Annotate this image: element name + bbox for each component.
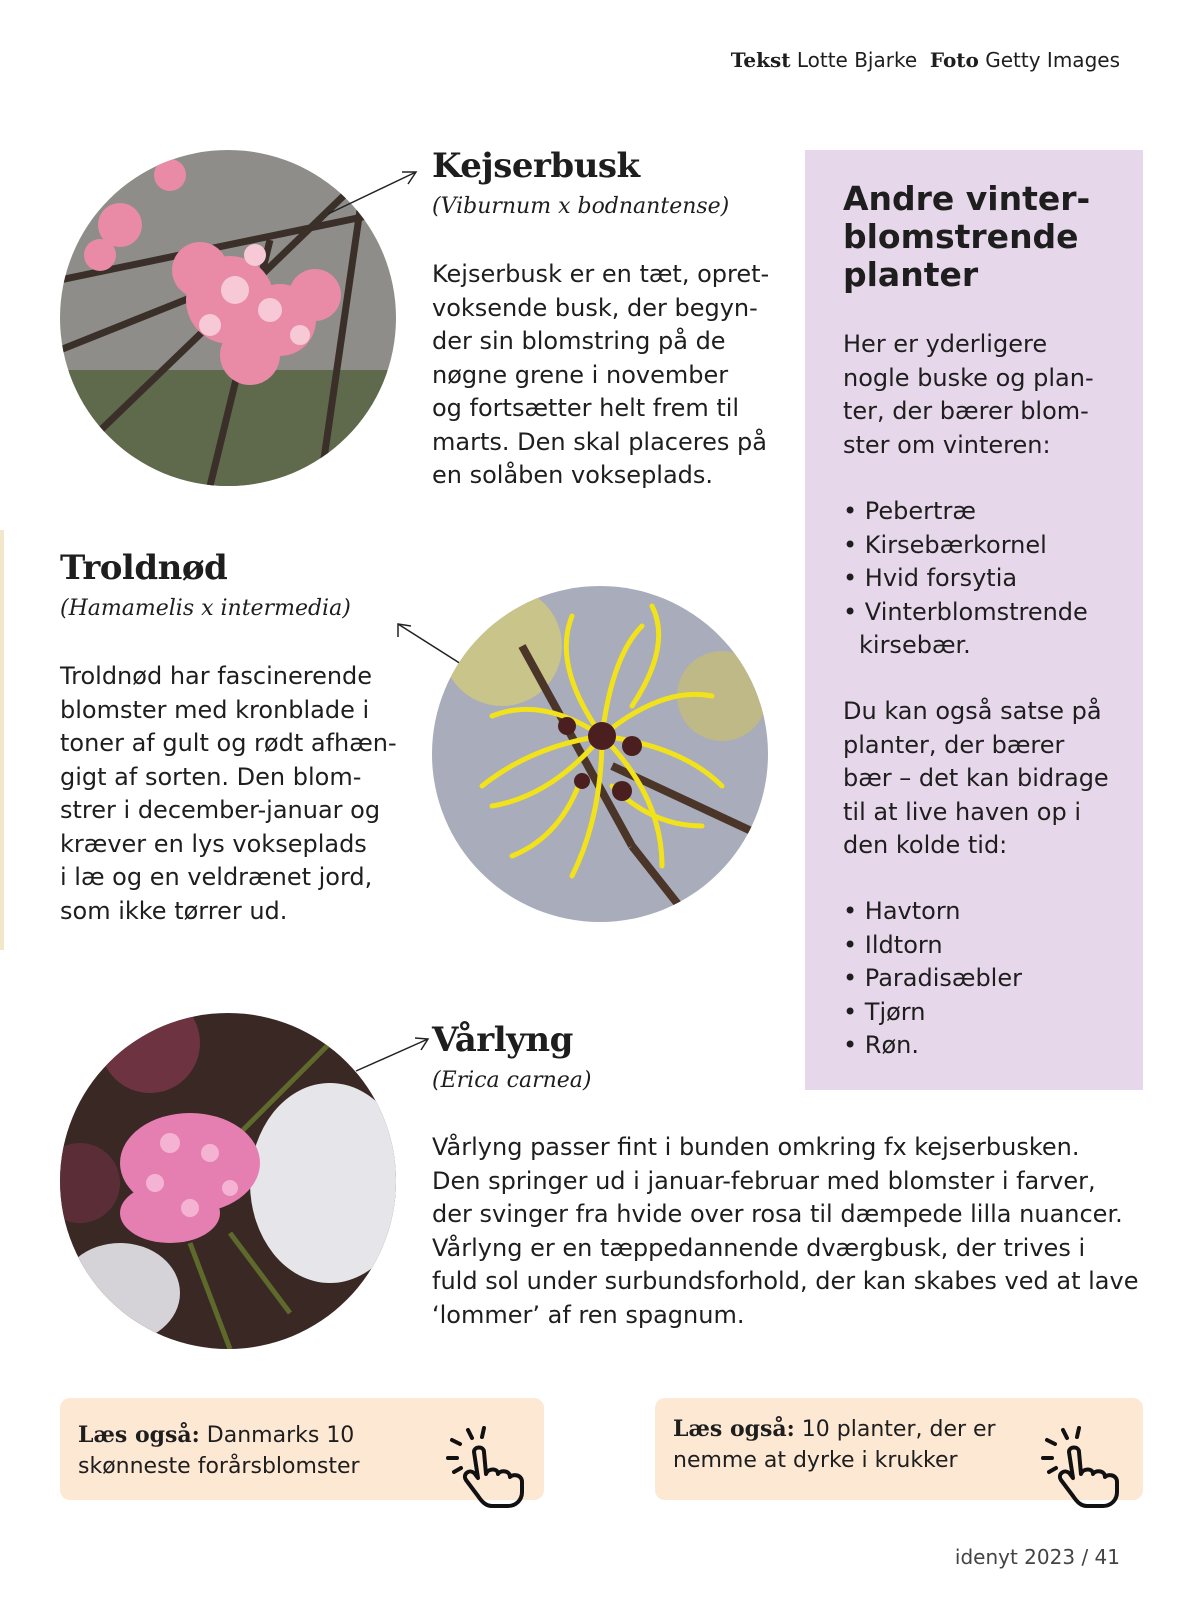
list-item: • Ildtorn bbox=[843, 929, 1133, 963]
troldnod-photo bbox=[432, 586, 768, 922]
list-item: • Røn. bbox=[843, 1029, 1133, 1063]
varlyng-arrow bbox=[352, 1035, 432, 1075]
list-item: • Kirsebærkornel bbox=[843, 529, 1133, 563]
kejserbusk-latin: (Viburnum x bodnantense) bbox=[432, 194, 730, 219]
pointing-hand-click-icon[interactable] bbox=[444, 1422, 540, 1508]
sidebar-intro: Her er yderligere nogle buske og plan- ter, der bærer blom- ster om vinteren: bbox=[843, 330, 1094, 459]
folio-separator: / bbox=[1081, 1545, 1089, 1569]
page-folio bbox=[955, 1545, 1120, 1569]
troldnod-latin: (Hamamelis x intermedia) bbox=[60, 596, 351, 621]
sidebar-list-berries bbox=[843, 895, 1133, 1063]
list-item: • Paradisæbler bbox=[843, 962, 1133, 996]
varlyng-title: Vårlyng bbox=[432, 1020, 573, 1060]
credits-photo-label: Foto bbox=[929, 48, 979, 72]
read-also-link-1[interactable] bbox=[60, 1398, 544, 1500]
varlyng-latin: (Erica carnea) bbox=[432, 1068, 592, 1093]
sidebar-berries-text: Du kan også satse på planter, der bærer bær – det kan bidrage til at live haven op i den kolde tid: bbox=[843, 697, 1109, 859]
read-also-label: Læs også: bbox=[78, 1422, 200, 1448]
list-item: • Vinterblomstrende kirsebær. bbox=[843, 596, 1133, 663]
read-also-title: 10 planter, der er nemme at dyrke i krukker bbox=[673, 1417, 996, 1473]
list-item: • Tjørn bbox=[843, 996, 1133, 1030]
credits bbox=[731, 48, 1120, 72]
list-item: • Hvid forsytia bbox=[843, 562, 1133, 596]
sidebar-title: Andre vinter- blomstrende planter bbox=[843, 179, 1091, 294]
pointing-hand-click-icon[interactable] bbox=[1039, 1422, 1135, 1508]
read-also-label: Læs også: bbox=[673, 1416, 795, 1442]
sidebar-box bbox=[805, 150, 1143, 1090]
varlyng-description: Vårlyng passer fint i bunden omkring fx kejserbusken. Den springer ud i januar-februar med blomster i farver, der svinger fra hvide over rosa til dæmpede lilla nuancer. Vårlyng er en tæppedannende dværgbusk, der trives i fuld sol under surbundsforhold, der kan skabes ved at lave ‘lommer’ af ren spagnum. bbox=[432, 1133, 1139, 1329]
kejserbusk-title: Kejserbusk bbox=[432, 146, 640, 186]
magazine-name: idenyt 2023 bbox=[954, 1545, 1076, 1569]
read-also-title: Danmarks 10 skønneste forårsblomster bbox=[78, 1423, 360, 1479]
varlyng-photo bbox=[60, 1013, 396, 1349]
read-also-link-2[interactable] bbox=[655, 1398, 1143, 1500]
read-also-text bbox=[78, 1420, 418, 1482]
credits-text-label: Tekst bbox=[730, 48, 791, 72]
credits-photographer: Getty Images bbox=[985, 48, 1120, 72]
read-also-text bbox=[673, 1414, 1013, 1476]
kejserbusk-arrow bbox=[320, 168, 420, 218]
edge-mark bbox=[0, 530, 4, 950]
list-item: • Havtorn bbox=[843, 895, 1133, 929]
list-item: • Pebertræ bbox=[843, 495, 1133, 529]
page-number: 41 bbox=[1094, 1545, 1120, 1569]
credits-author: Lotte Bjarke bbox=[796, 48, 918, 72]
sidebar-list-flowering bbox=[843, 495, 1133, 663]
troldnod-title: Troldnød bbox=[60, 548, 228, 588]
kejserbusk-description: Kejserbusk er en tæt, opret- voksende busk, der begyn- der sin blomstring på de nøgne grene i november og fortsætter helt frem til marts. Den skal placeres på en solåben vokseplads. bbox=[432, 260, 770, 489]
troldnod-description: Troldnød har fascinerende blomster med kronblade i toner af gult og rødt afhæn- gigt af sorten. Den blom- strer i december-januar og kræver en lys vokseplads i læ og en veldrænet jord, som ikke tørrer ud. bbox=[60, 662, 397, 925]
